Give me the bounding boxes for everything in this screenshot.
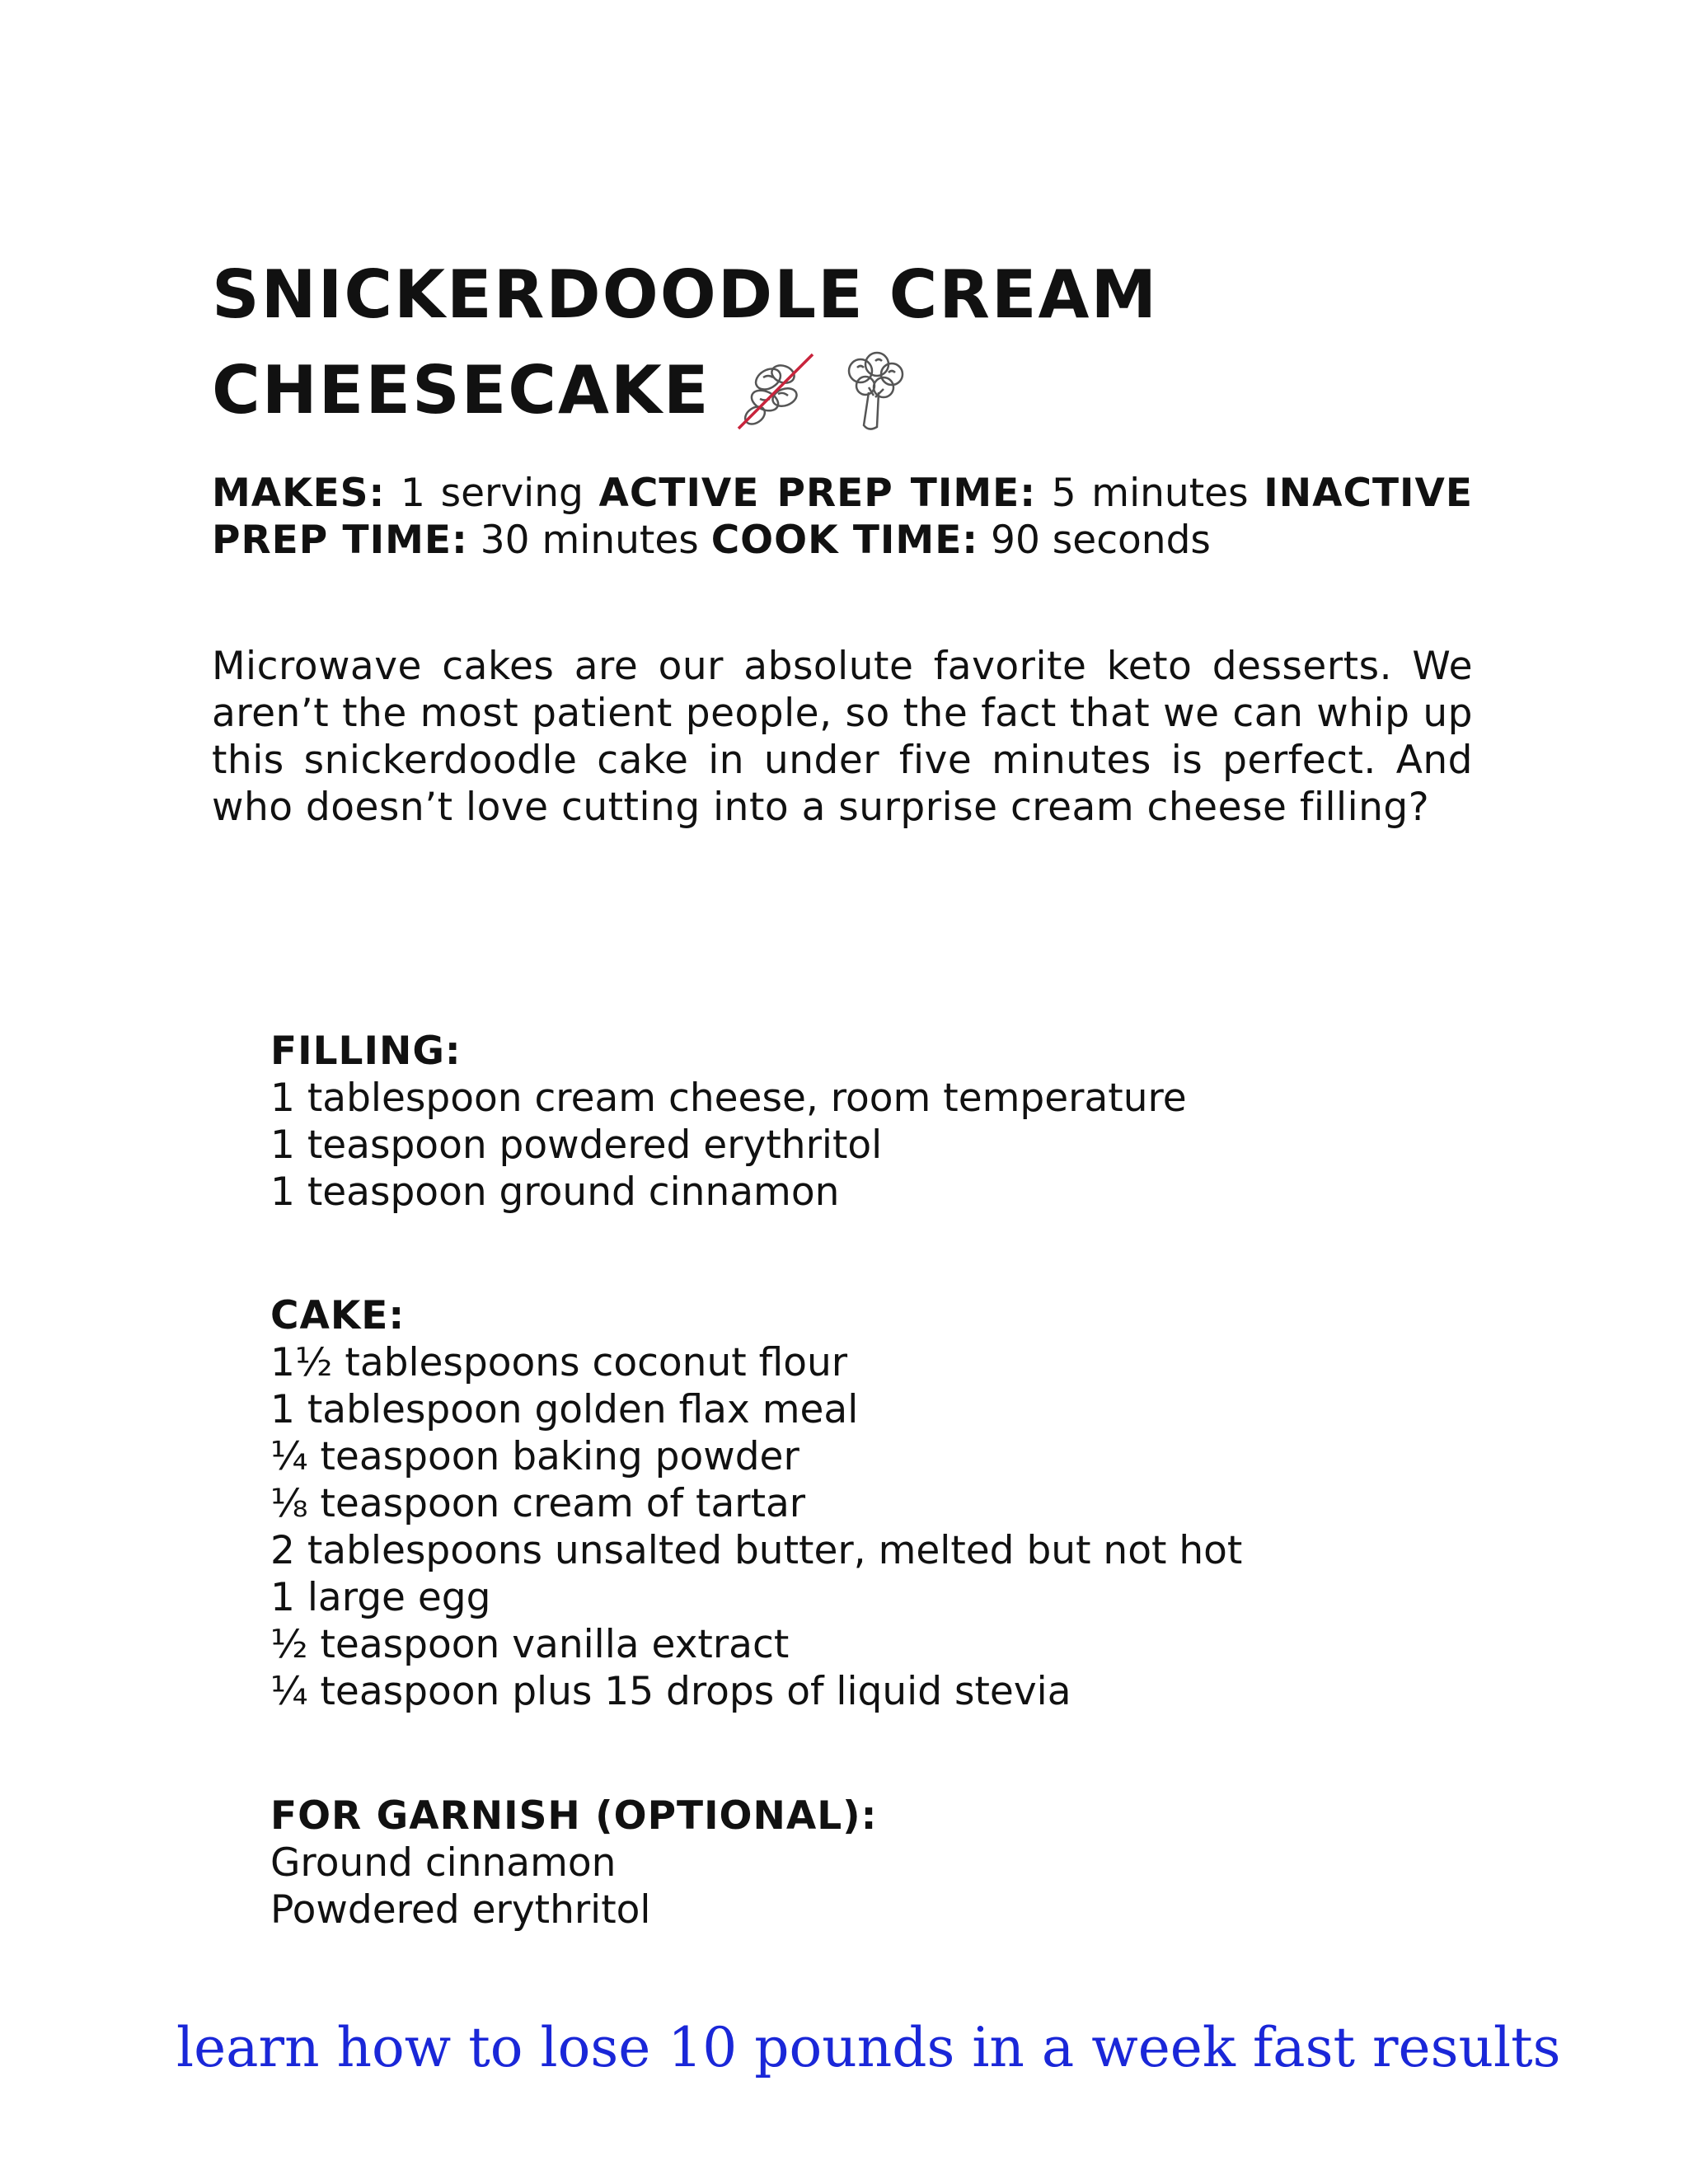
ingredient-list — [270, 1075, 1507, 1216]
ingredient-item: 1 large egg — [270, 1575, 491, 1620]
cook-time-value: 90 seconds — [991, 518, 1211, 563]
active-prep-label: ACTIVE PREP TIME: — [598, 471, 1037, 516]
ingredient-item: ½ teaspoon vanilla extract — [270, 1622, 790, 1667]
ingredients-cake — [270, 1292, 1507, 1715]
recipe-title — [212, 247, 1481, 443]
ingredient-item: ¼ teaspoon baking powder — [270, 1434, 799, 1479]
cook-time-label: COOK TIME: — [710, 518, 979, 563]
section-heading: FILLING: — [270, 1029, 462, 1074]
promo-link[interactable]: learn how to lose 10 pounds in a week fast results — [176, 2016, 1561, 2079]
makes-label: MAKES: — [212, 471, 386, 516]
recipe-meta — [212, 470, 1473, 564]
inactive-prep-label: INACTIVE PREP TIME: — [212, 471, 1473, 563]
ingredients-garnish — [270, 1793, 1507, 1933]
ingredient-item: 1 tablespoon golden flax meal — [270, 1387, 859, 1432]
ingredient-list — [270, 1840, 1507, 1933]
ingredient-item: Ground cinnamon — [270, 1840, 617, 1886]
diet-icons — [730, 340, 915, 437]
ingredient-item: 1 tablespoon cream cheese, room temperature — [270, 1076, 1187, 1121]
ingredient-item: 1 teaspoon powdered erythritol — [270, 1122, 883, 1168]
ingredients-filling — [270, 1028, 1507, 1216]
nut-free-icon — [730, 346, 821, 437]
ingredient-item: ¼ teaspoon plus 15 drops of liquid stevia — [270, 1669, 1071, 1714]
inactive-prep-value: 30 minutes — [480, 518, 699, 563]
vegetable-icon — [832, 346, 915, 437]
section-heading: FOR GARNISH (OPTIONAL): — [270, 1793, 878, 1839]
ingredient-item: 1 teaspoon ground cinnamon — [270, 1169, 840, 1215]
active-prep-value: 5 minutes — [1051, 471, 1249, 516]
ingredient-list — [270, 1339, 1507, 1715]
recipe-title-line-1: SNICKERDOODLE CREAM — [212, 256, 1159, 333]
ingredient-item: 2 tablespoons unsalted butter, melted but not hot — [270, 1528, 1243, 1573]
ingredient-item: ⅛ teaspoon cream of tartar — [270, 1481, 806, 1526]
ingredient-item: Powdered erythritol — [270, 1887, 651, 1933]
recipe-intro: Microwave cakes are our absolute favorite keto desserts. We aren’t the most patient people, so the fact that we can whip up this snickerdoodle cake in under five minutes is perfect. And who doesn’t love cutting into a surprise cream cheese filling? — [212, 644, 1473, 830]
recipe-title-line-2: CHEESECAKE — [212, 352, 710, 429]
ingredient-item: 1½ tablespoons coconut flour — [270, 1340, 848, 1385]
section-heading: CAKE: — [270, 1293, 406, 1338]
makes-value: 1 serving — [401, 471, 584, 516]
